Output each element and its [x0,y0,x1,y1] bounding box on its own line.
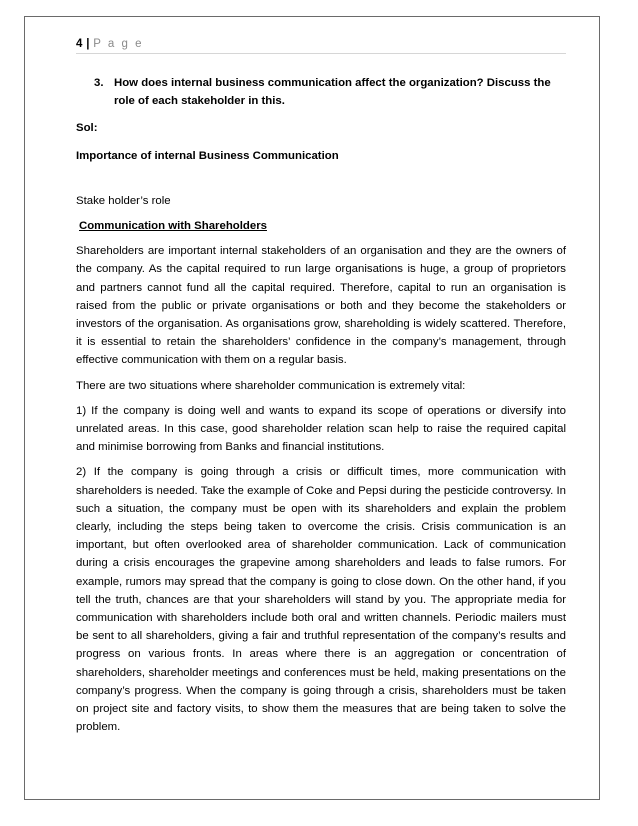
page-header [76,38,143,50]
question [94,74,566,110]
question-number: 3. [94,77,104,89]
subsection-title: Communication with Shareholders [79,220,267,233]
paragraph-situation-1: 1) If the company is doing well and wants to expand its scope of operations or diversify into unrelated areas. In this case, good shareholder relation scan help to raise the required capital and minimise borrowing from Banks and financial institutions. [76,404,566,454]
question-text: How does internal business communication affect the organization? Discuss the role of each stakeholder in this. [114,77,551,108]
stakeholder-role: Stake holder’s role [76,194,171,207]
section-title: Importance of internal Business Communication [76,149,339,162]
sol-label: Sol: [76,122,98,135]
document-body [76,74,566,737]
page-number: 4 [76,38,83,50]
header-separator: | [86,38,90,50]
page-label: P a g e [93,38,144,50]
paragraph-two-situations: There are two situations where shareholder communication is extremely vital: [76,379,466,392]
paragraph-shareholders-intro: Shareholders are important internal stakeholders of an organisation and they are the owners of the company. As the capital required to run large organisations is huge, a group of proprietors and partners cannot fund all the capital required. Therefore, capital to run an organisation is raised from the public or private organisations or both and they become the stakeholders or investors of the organisation. As organisations grow, shareholding is widely scattered. Therefore, it is essential to retain the shareholders’ confidence in the company’s management, through effective communication with them on a regular basis. [76,245,566,367]
paragraph-situation-2: 2) If the company is going through a crisis or difficult times, more communication with shareholders is needed. Take the example of Coke and Pepsi during the pesticide controversy. In such a situation, the company must be open with its shareholders and explain the problem clearly, including the steps being taken to overcome the crisis. Crisis communication is an important, but often overlooked area of shareholder communication. Lack of communication during a crisis encourages the grapevine among shareholders and leads to false rumors. For example, rumors may spread that the company is going to close down. On the other hand, if you tell the truth, chances are that your shareholders will stand by you. The appropriate media for communication with shareholders include both oral and written channels. Periodic mailers must be sent to all shareholders, giving a fair and truthful representation of the company’s results and progress on various fronts. In areas where there is an aggregation or concentration of shareholders, shareholder meetings and conferences must be held, making presentations on the company’s progress. When the company is going through a crisis, shareholders must be taken on project site and factory visits, to show them the measures that are being taken to solve the problem. [76,466,566,734]
header-rule [76,53,566,54]
